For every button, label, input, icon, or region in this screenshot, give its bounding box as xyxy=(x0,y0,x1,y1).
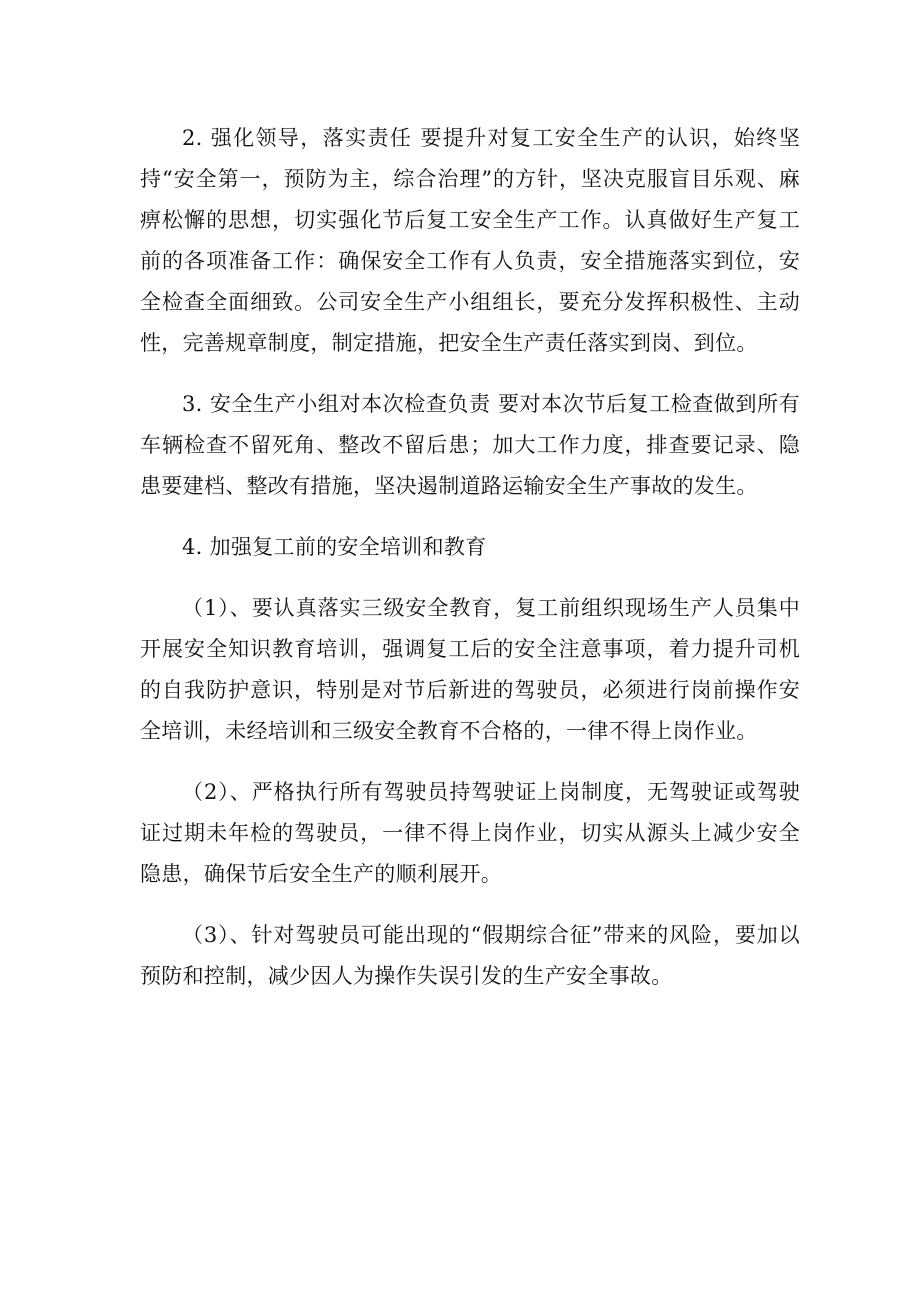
paragraph-leadership: 2. 强化领导，落实责任 要提升对复工安全生产的认识，始终坚持“安全第一，预防为主，综合治理”的方针，坚决克服盲目乐观、麻痹松懈的思想，切实强化节后复工安全生产工作。认真做好生产复工前的各项准备工作：确保安全工作有人负责，安全措施落实到位，安全检查全面细致。公司安全生产小组组长，要充分发挥积极性、主动性，完善规章制度，制定措施，把安全生产责任落实到岗、到位。 xyxy=(140,126,800,355)
paragraph-inspection: 3. 安全生产小组对本次检查负责 要对本次节后复工检查做到所有车辆检查不留死角、整改不留后患；加大工作力度，排查要记录、隐患要建档、整改有措施，坚决遏制道路运输安全生产事故的发生。 xyxy=(140,392,800,498)
paragraph-item-1: （1）、要认真落实三级安全教育，复工前组织现场生产人员集中开展安全知识教育培训，强调复工后的安全注意事项，着力提升司机的自我防护意识，特别是对节后新进的驾驶员，必须进行岗前操作安全培训，未经培训和三级安全教育不合格的，一律不得上岗作业。 xyxy=(140,596,800,743)
paragraph-item-2: （2）、严格执行所有驾驶员持驾驶证上岗制度，无驾驶证或驾驶证过期未年检的驾驶员，一律不得上岗作业，切实从源头上减少安全隐患，确保节后安全生产的顺利展开。 xyxy=(140,780,800,886)
document-body xyxy=(140,118,800,1017)
paragraph-item-3: （3）、针对驾驶员可能出现的“假期综合征”带来的风险，要加以预防和控制，减少因人为操作失误引发的生产安全事故。 xyxy=(140,923,800,988)
paragraph-training-heading: 4. 加强复工前的安全培训和教育 xyxy=(182,535,487,559)
